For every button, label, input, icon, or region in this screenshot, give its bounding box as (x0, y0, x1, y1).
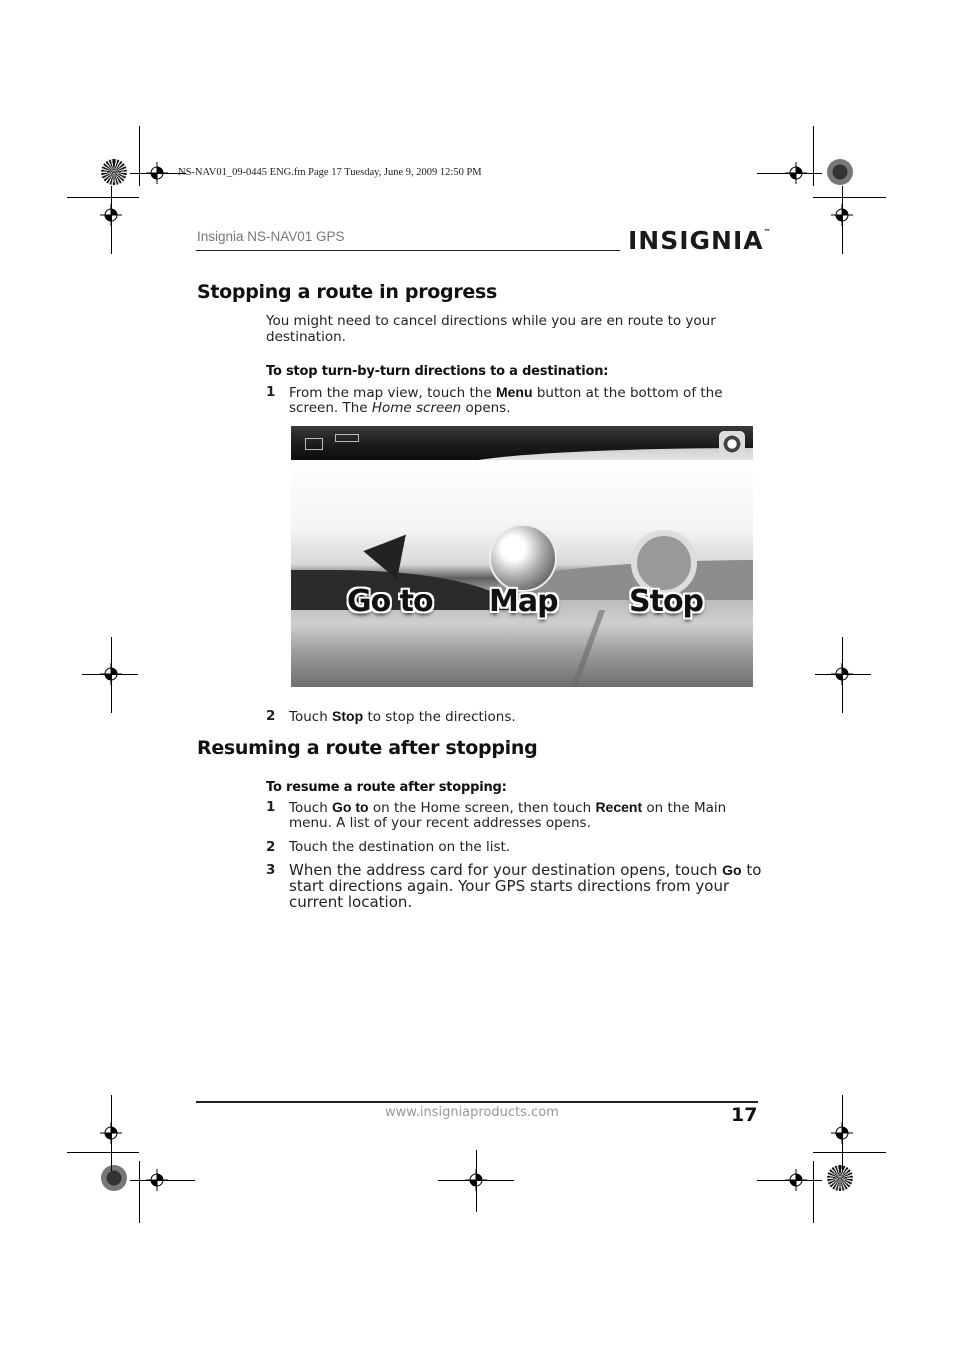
intro-line: You might need to cancel directions while you are en route to your (266, 313, 716, 329)
home-screen-screenshot (291, 426, 753, 687)
registration-target (465, 1169, 487, 1191)
footer-url: www.insigniaproducts.com (385, 1105, 559, 1120)
step-text: current location. (289, 893, 413, 911)
step-text: From the map view, touch the Menu button at the bottom of the (289, 384, 723, 401)
registration-target (831, 204, 853, 226)
file-stamp: NS-NAV01_09-0445 ENG.fm Page 17 Tuesday, June 9, 2009 12:50 PM (178, 167, 482, 178)
step-1 (266, 799, 746, 833)
step-text: Touch the destination on the list. (289, 839, 511, 855)
registration-target (100, 1122, 122, 1144)
step-1 (266, 384, 746, 418)
registration-target (831, 1122, 853, 1144)
step-text: start directions again. Your GPS starts directions from your (289, 877, 730, 895)
logo-text: INSIGNIA (628, 226, 764, 255)
map-globe-icon (489, 524, 557, 592)
step-text: screen. The Home screen opens. (289, 400, 511, 416)
page-number: 17 (731, 1104, 758, 1126)
registration-starburst-bottom-left (101, 1165, 127, 1191)
crop-mark (139, 126, 140, 186)
landscape-background (291, 460, 753, 687)
header-rule (196, 250, 620, 251)
running-header: Insignia NS-NAV01 GPS (197, 229, 345, 244)
procedure-heading: To stop turn-by-turn directions to a destination: (266, 364, 609, 379)
stop-button[interactable]: Stop (629, 584, 704, 619)
settings-icon[interactable] (719, 431, 745, 457)
stop-button-ref: Stop (332, 708, 364, 724)
crop-mark (813, 1152, 886, 1153)
logo-trademark: ™ (763, 228, 771, 236)
registration-target (146, 1169, 168, 1191)
step-number: 1 (266, 799, 276, 815)
recent-button-ref: Recent (595, 799, 643, 815)
step-number: 2 (266, 839, 276, 855)
step-text: Touch Go to on the Home screen, then touch Recent on the Main (289, 799, 727, 816)
status-bar (291, 426, 753, 460)
crop-mark (139, 1161, 140, 1223)
registration-target (785, 162, 807, 184)
crop-mark (813, 197, 886, 198)
footer-rule (196, 1101, 758, 1103)
registration-starburst-top-left (101, 159, 127, 185)
home-screen-ref: Home screen (371, 400, 462, 416)
registration-target (785, 1169, 807, 1191)
step-number: 1 (266, 384, 276, 400)
battery-icon (305, 438, 323, 450)
crop-mark (67, 1152, 139, 1153)
step-2 (266, 839, 746, 857)
go-button-ref: Go (722, 862, 742, 878)
step-2 (266, 708, 746, 726)
registration-target (100, 204, 122, 226)
step-3 (266, 861, 762, 914)
intro-line: destination. (266, 329, 346, 345)
step-text: When the address card for your destination opens, touch Go to (289, 861, 762, 879)
step-number: 3 (266, 862, 276, 878)
gps-signal-icon (335, 434, 359, 442)
registration-starburst-bottom-right (827, 1165, 853, 1191)
section-title: Resuming a route after stopping (197, 737, 538, 759)
step-number: 2 (266, 708, 276, 724)
menu-button-ref: Menu (495, 384, 533, 400)
crop-mark (813, 126, 814, 186)
registration-target (831, 663, 853, 685)
crop-mark (813, 1161, 814, 1223)
go-to-button[interactable]: Go to (347, 584, 433, 619)
go-to-button-ref: Go to (332, 799, 369, 815)
map-button[interactable]: Map (489, 584, 558, 619)
registration-starburst-top-right (827, 159, 853, 185)
crop-mark (67, 197, 139, 198)
section-title: Stopping a route in progress (197, 281, 497, 303)
insignia-logo (628, 226, 771, 255)
step-text: Touch Stop to stop the directions. (289, 708, 516, 725)
registration-target (100, 663, 122, 685)
step-text: menu. A list of your recent addresses opens. (289, 815, 591, 831)
registration-target (146, 162, 168, 184)
procedure-heading: To resume a route after stopping: (266, 780, 507, 795)
